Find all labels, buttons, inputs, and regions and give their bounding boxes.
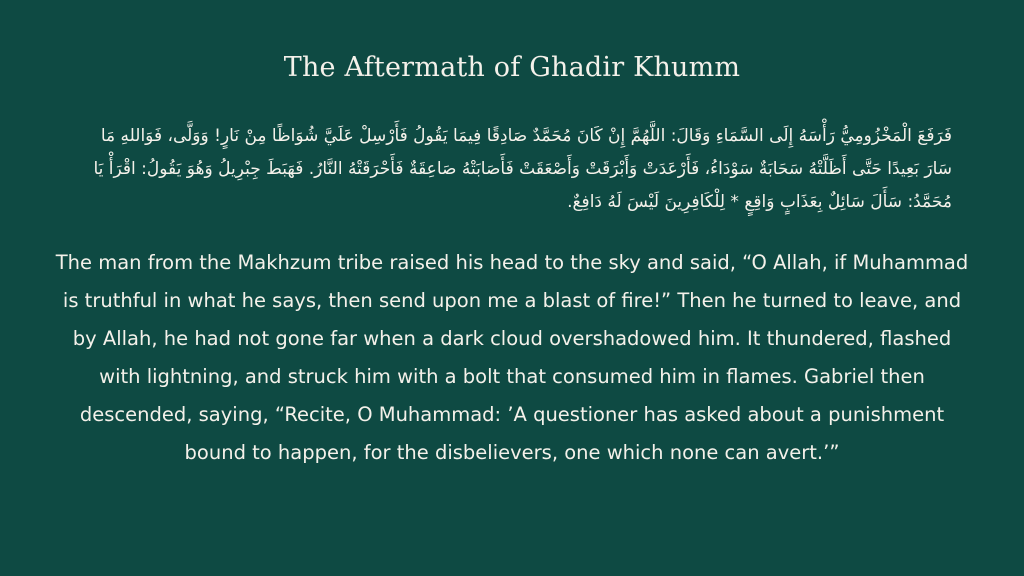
arabic-passage: فَرَفَعَ الْمَخْزُومِيُّ رَأْسَهُ إِلَى السَّمَاءِ وَقَالَ: اللَّهُمَّ إِنْ كَانَ مُحَمَّدٌ صَادِقًا فِيمَا يَقُولُ فَأَرْسِلْ عَلَيَّ شُوَاظًا مِنْ نَارٍ! وَوَلَّى، فَوَاللهِ مَا سَارَ بَعِيدًا حَتَّى أَظَلَّتْهُ سَحَابَةٌ سَوْدَاءُ، فَأَرْعَدَتْ وَأَبْرَقَتْ وَأَصْعَقَتْ فَأَصَابَتْهُ صَاعِقَةٌ فَأَحْرَقَتْهُ النَّارُ. فَهَبَطَ جِبْرِيلُ وَهُوَ يَقُولُ: اقْرَأْ يَا مُحَمَّدُ: سَأَلَ سَائِلٌ بِعَذَابٍ وَاقِعٍ * لِلْكَافِرِينَ لَيْسَ لَهُ دَافِعٌ. bbox=[93, 126, 952, 212]
english-translation: The man from the Makhzum tribe raised his head to the sky and said, “O Allah, if Muhammad is truthful in what he says, then send upon me a blast of fire!” Then he turned to leave, and by Allah, he had not gone far when a dark cloud overshadowed him. It thundered, flashed with lightning, and struck him with a bolt that consumed him in flames. Gabriel then descended, saying, “Recite, O Muhammad: ’A questioner has asked about a punishment bound to happen, for the disbelievers, one which none can avert.’” bbox=[55, 251, 969, 464]
slide-title: The Aftermath of Ghadir Khumm bbox=[283, 52, 741, 83]
